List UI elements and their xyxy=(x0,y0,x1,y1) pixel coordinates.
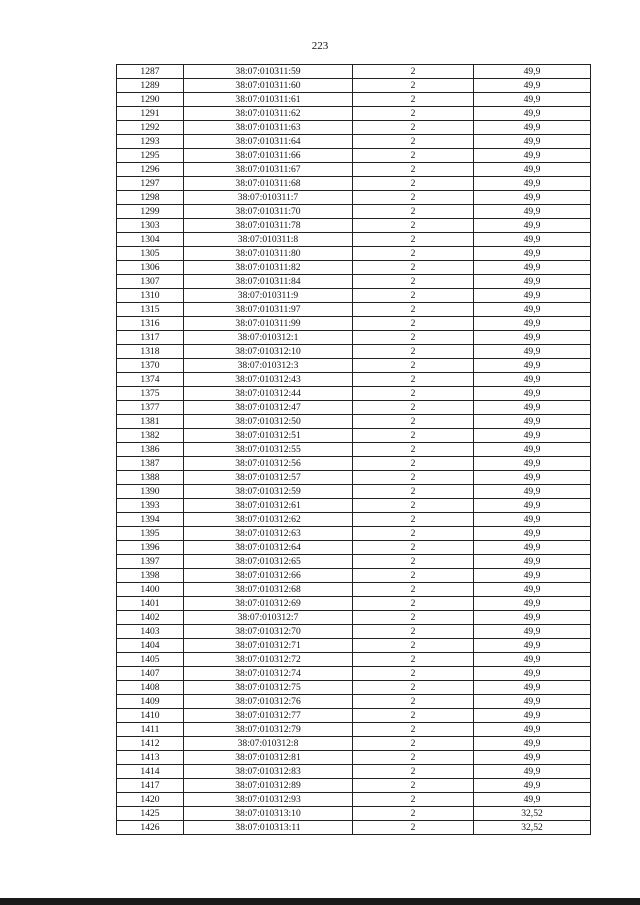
row-number-cell: 1426 xyxy=(117,821,184,835)
cadastral-number-cell: 38:07:010311:78 xyxy=(184,219,353,233)
row-number-cell: 1388 xyxy=(117,471,184,485)
share-cell: 2 xyxy=(353,387,474,401)
share-cell: 2 xyxy=(353,793,474,807)
share-cell: 2 xyxy=(353,513,474,527)
share-cell: 2 xyxy=(353,149,474,163)
share-cell: 2 xyxy=(353,275,474,289)
table-row xyxy=(117,149,591,163)
table-row xyxy=(117,723,591,737)
cadastral-number-cell: 38:07:010311:7 xyxy=(184,191,353,205)
share-cell: 2 xyxy=(353,289,474,303)
share-cell: 2 xyxy=(353,569,474,583)
cadastral-number-cell: 38:07:010311:67 xyxy=(184,163,353,177)
row-number-cell: 1289 xyxy=(117,79,184,93)
area-cell: 49,9 xyxy=(474,555,591,569)
cadastral-number-cell: 38:07:010313:10 xyxy=(184,807,353,821)
cadastral-number-cell: 38:07:010311:63 xyxy=(184,121,353,135)
share-cell: 2 xyxy=(353,79,474,93)
cadastral-number-cell: 38:07:010312:69 xyxy=(184,597,353,611)
share-cell: 2 xyxy=(353,93,474,107)
row-number-cell: 1304 xyxy=(117,233,184,247)
share-cell: 2 xyxy=(353,527,474,541)
table-row xyxy=(117,219,591,233)
row-number-cell: 1420 xyxy=(117,793,184,807)
cadastral-number-cell: 38:07:010311:99 xyxy=(184,317,353,331)
area-cell: 49,9 xyxy=(474,415,591,429)
area-cell: 49,9 xyxy=(474,93,591,107)
cadastral-number-cell: 38:07:010312:50 xyxy=(184,415,353,429)
row-number-cell: 1402 xyxy=(117,611,184,625)
area-cell: 49,9 xyxy=(474,751,591,765)
row-number-cell: 1370 xyxy=(117,359,184,373)
cadastral-number-cell: 38:07:010311:84 xyxy=(184,275,353,289)
share-cell: 2 xyxy=(353,541,474,555)
cadastral-number-cell: 38:07:010313:11 xyxy=(184,821,353,835)
row-number-cell: 1400 xyxy=(117,583,184,597)
area-cell: 49,9 xyxy=(474,387,591,401)
share-cell: 2 xyxy=(353,331,474,345)
area-cell: 49,9 xyxy=(474,723,591,737)
share-cell: 2 xyxy=(353,737,474,751)
area-cell: 49,9 xyxy=(474,317,591,331)
share-cell: 2 xyxy=(353,611,474,625)
share-cell: 2 xyxy=(353,261,474,275)
row-number-cell: 1393 xyxy=(117,499,184,513)
area-cell: 49,9 xyxy=(474,149,591,163)
row-number-cell: 1307 xyxy=(117,275,184,289)
cadastral-number-cell: 38:07:010312:55 xyxy=(184,443,353,457)
share-cell: 2 xyxy=(353,597,474,611)
cadastral-number-cell: 38:07:010312:89 xyxy=(184,779,353,793)
share-cell: 2 xyxy=(353,807,474,821)
cadastral-number-cell: 38:07:010312:63 xyxy=(184,527,353,541)
row-number-cell: 1299 xyxy=(117,205,184,219)
cadastral-number-cell: 38:07:010312:62 xyxy=(184,513,353,527)
area-cell: 49,9 xyxy=(474,625,591,639)
cadastral-number-cell: 38:07:010311:70 xyxy=(184,205,353,219)
share-cell: 2 xyxy=(353,499,474,513)
table-row xyxy=(117,317,591,331)
cadastral-number-cell: 38:07:010312:64 xyxy=(184,541,353,555)
table-row xyxy=(117,443,591,457)
table-row xyxy=(117,751,591,765)
table-row xyxy=(117,667,591,681)
row-number-cell: 1318 xyxy=(117,345,184,359)
area-cell: 49,9 xyxy=(474,527,591,541)
area-cell: 49,9 xyxy=(474,373,591,387)
cadastral-number-cell: 38:07:010312:65 xyxy=(184,555,353,569)
table-row xyxy=(117,653,591,667)
area-cell: 49,9 xyxy=(474,289,591,303)
row-number-cell: 1315 xyxy=(117,303,184,317)
cadastral-number-cell: 38:07:010312:74 xyxy=(184,667,353,681)
cadastral-number-cell: 38:07:010312:75 xyxy=(184,681,353,695)
row-number-cell: 1401 xyxy=(117,597,184,611)
share-cell: 2 xyxy=(353,765,474,779)
cadastral-number-cell: 38:07:010311:61 xyxy=(184,93,353,107)
area-cell: 49,9 xyxy=(474,639,591,653)
row-number-cell: 1407 xyxy=(117,667,184,681)
table-row xyxy=(117,485,591,499)
share-cell: 2 xyxy=(353,303,474,317)
table-row xyxy=(117,345,591,359)
cadastral-number-cell: 38:07:010312:71 xyxy=(184,639,353,653)
cadastral-number-cell: 38:07:010312:59 xyxy=(184,485,353,499)
cadastral-number-cell: 38:07:010312:72 xyxy=(184,653,353,667)
table-row xyxy=(117,639,591,653)
row-number-cell: 1404 xyxy=(117,639,184,653)
share-cell: 2 xyxy=(353,205,474,219)
table-row xyxy=(117,177,591,191)
area-cell: 49,9 xyxy=(474,107,591,121)
cadastral-number-cell: 38:07:010311:80 xyxy=(184,247,353,261)
area-cell: 49,9 xyxy=(474,667,591,681)
share-cell: 2 xyxy=(353,443,474,457)
share-cell: 2 xyxy=(353,555,474,569)
area-cell: 49,9 xyxy=(474,121,591,135)
table-row xyxy=(117,191,591,205)
share-cell: 2 xyxy=(353,429,474,443)
share-cell: 2 xyxy=(353,163,474,177)
table-row xyxy=(117,289,591,303)
area-cell: 32,52 xyxy=(474,821,591,835)
table-row xyxy=(117,527,591,541)
registry-table xyxy=(116,64,591,835)
cadastral-number-cell: 38:07:010312:1 xyxy=(184,331,353,345)
row-number-cell: 1397 xyxy=(117,555,184,569)
table-row xyxy=(117,93,591,107)
share-cell: 2 xyxy=(353,471,474,485)
area-cell: 49,9 xyxy=(474,737,591,751)
area-cell: 49,9 xyxy=(474,513,591,527)
area-cell: 49,9 xyxy=(474,261,591,275)
row-number-cell: 1295 xyxy=(117,149,184,163)
table-row xyxy=(117,275,591,289)
row-number-cell: 1382 xyxy=(117,429,184,443)
share-cell: 2 xyxy=(353,135,474,149)
table-row xyxy=(117,303,591,317)
table-row xyxy=(117,569,591,583)
share-cell: 2 xyxy=(353,345,474,359)
row-number-cell: 1374 xyxy=(117,373,184,387)
row-number-cell: 1306 xyxy=(117,261,184,275)
table-row xyxy=(117,681,591,695)
table-row xyxy=(117,415,591,429)
share-cell: 2 xyxy=(353,723,474,737)
table-row xyxy=(117,779,591,793)
cadastral-number-cell: 38:07:010312:68 xyxy=(184,583,353,597)
row-number-cell: 1403 xyxy=(117,625,184,639)
share-cell: 2 xyxy=(353,373,474,387)
table-row xyxy=(117,121,591,135)
area-cell: 49,9 xyxy=(474,597,591,611)
row-number-cell: 1412 xyxy=(117,737,184,751)
share-cell: 2 xyxy=(353,681,474,695)
cadastral-number-cell: 38:07:010312:10 xyxy=(184,345,353,359)
cadastral-number-cell: 38:07:010312:56 xyxy=(184,457,353,471)
cadastral-number-cell: 38:07:010311:64 xyxy=(184,135,353,149)
cadastral-number-cell: 38:07:010311:82 xyxy=(184,261,353,275)
row-number-cell: 1410 xyxy=(117,709,184,723)
table-row xyxy=(117,611,591,625)
table-row xyxy=(117,331,591,345)
row-number-cell: 1390 xyxy=(117,485,184,499)
row-number-cell: 1396 xyxy=(117,541,184,555)
table-row xyxy=(117,79,591,93)
share-cell: 2 xyxy=(353,401,474,415)
row-number-cell: 1310 xyxy=(117,289,184,303)
table-row xyxy=(117,541,591,555)
table-row xyxy=(117,807,591,821)
table-row xyxy=(117,401,591,415)
row-number-cell: 1305 xyxy=(117,247,184,261)
area-cell: 49,9 xyxy=(474,541,591,555)
table-row xyxy=(117,471,591,485)
area-cell: 49,9 xyxy=(474,779,591,793)
table-body xyxy=(117,65,591,835)
cadastral-number-cell: 38:07:010312:8 xyxy=(184,737,353,751)
share-cell: 2 xyxy=(353,821,474,835)
cadastral-number-cell: 38:07:010311:66 xyxy=(184,149,353,163)
row-number-cell: 1417 xyxy=(117,779,184,793)
table-row xyxy=(117,205,591,219)
cadastral-number-cell: 38:07:010312:57 xyxy=(184,471,353,485)
row-number-cell: 1395 xyxy=(117,527,184,541)
table-row xyxy=(117,821,591,835)
row-number-cell: 1297 xyxy=(117,177,184,191)
row-number-cell: 1290 xyxy=(117,93,184,107)
share-cell: 2 xyxy=(353,359,474,373)
area-cell: 49,9 xyxy=(474,583,591,597)
cadastral-number-cell: 38:07:010311:8 xyxy=(184,233,353,247)
table-row xyxy=(117,583,591,597)
area-cell: 49,9 xyxy=(474,331,591,345)
share-cell: 2 xyxy=(353,485,474,499)
area-cell: 49,9 xyxy=(474,135,591,149)
area-cell: 49,9 xyxy=(474,443,591,457)
row-number-cell: 1411 xyxy=(117,723,184,737)
table-row xyxy=(117,135,591,149)
share-cell: 2 xyxy=(353,653,474,667)
row-number-cell: 1413 xyxy=(117,751,184,765)
share-cell: 2 xyxy=(353,457,474,471)
cadastral-number-cell: 38:07:010312:3 xyxy=(184,359,353,373)
share-cell: 2 xyxy=(353,191,474,205)
table-row xyxy=(117,261,591,275)
area-cell: 49,9 xyxy=(474,695,591,709)
cadastral-number-cell: 38:07:010312:66 xyxy=(184,569,353,583)
area-cell: 49,9 xyxy=(474,471,591,485)
row-number-cell: 1414 xyxy=(117,765,184,779)
cadastral-number-cell: 38:07:010312:70 xyxy=(184,625,353,639)
row-number-cell: 1377 xyxy=(117,401,184,415)
area-cell: 49,9 xyxy=(474,653,591,667)
table-row xyxy=(117,429,591,443)
table-row xyxy=(117,765,591,779)
share-cell: 2 xyxy=(353,583,474,597)
share-cell: 2 xyxy=(353,709,474,723)
cadastral-number-cell: 38:07:010312:83 xyxy=(184,765,353,779)
cadastral-number-cell: 38:07:010312:47 xyxy=(184,401,353,415)
table-row xyxy=(117,233,591,247)
scan-bottom-edge xyxy=(0,898,640,905)
row-number-cell: 1405 xyxy=(117,653,184,667)
share-cell: 2 xyxy=(353,65,474,79)
cadastral-number-cell: 38:07:010312:79 xyxy=(184,723,353,737)
share-cell: 2 xyxy=(353,695,474,709)
cadastral-number-cell: 38:07:010312:81 xyxy=(184,751,353,765)
cadastral-number-cell: 38:07:010311:59 xyxy=(184,65,353,79)
cadastral-number-cell: 38:07:010312:7 xyxy=(184,611,353,625)
table-row xyxy=(117,373,591,387)
row-number-cell: 1409 xyxy=(117,695,184,709)
table-row xyxy=(117,513,591,527)
cadastral-number-cell: 38:07:010311:62 xyxy=(184,107,353,121)
area-cell: 49,9 xyxy=(474,303,591,317)
share-cell: 2 xyxy=(353,751,474,765)
cadastral-number-cell: 38:07:010312:77 xyxy=(184,709,353,723)
share-cell: 2 xyxy=(353,219,474,233)
share-cell: 2 xyxy=(353,233,474,247)
area-cell: 49,9 xyxy=(474,793,591,807)
row-number-cell: 1293 xyxy=(117,135,184,149)
area-cell: 49,9 xyxy=(474,569,591,583)
area-cell: 49,9 xyxy=(474,205,591,219)
row-number-cell: 1316 xyxy=(117,317,184,331)
area-cell: 49,9 xyxy=(474,345,591,359)
table-row xyxy=(117,107,591,121)
share-cell: 2 xyxy=(353,177,474,191)
row-number-cell: 1425 xyxy=(117,807,184,821)
area-cell: 49,9 xyxy=(474,499,591,513)
share-cell: 2 xyxy=(353,121,474,135)
table-row xyxy=(117,793,591,807)
table-row xyxy=(117,555,591,569)
cadastral-number-cell: 38:07:010312:44 xyxy=(184,387,353,401)
area-cell: 49,9 xyxy=(474,191,591,205)
table-row xyxy=(117,695,591,709)
table-row xyxy=(117,499,591,513)
table-row xyxy=(117,597,591,611)
row-number-cell: 1408 xyxy=(117,681,184,695)
share-cell: 2 xyxy=(353,317,474,331)
table-row xyxy=(117,387,591,401)
row-number-cell: 1296 xyxy=(117,163,184,177)
cadastral-number-cell: 38:07:010311:9 xyxy=(184,289,353,303)
table-row xyxy=(117,247,591,261)
row-number-cell: 1298 xyxy=(117,191,184,205)
share-cell: 2 xyxy=(353,625,474,639)
area-cell: 49,9 xyxy=(474,163,591,177)
cadastral-number-cell: 38:07:010312:43 xyxy=(184,373,353,387)
row-number-cell: 1394 xyxy=(117,513,184,527)
cadastral-number-cell: 38:07:010312:61 xyxy=(184,499,353,513)
cadastral-number-cell: 38:07:010311:68 xyxy=(184,177,353,191)
table-row xyxy=(117,65,591,79)
share-cell: 2 xyxy=(353,667,474,681)
area-cell: 49,9 xyxy=(474,681,591,695)
area-cell: 49,9 xyxy=(474,79,591,93)
cadastral-number-cell: 38:07:010311:97 xyxy=(184,303,353,317)
area-cell: 49,9 xyxy=(474,233,591,247)
table-row xyxy=(117,359,591,373)
row-number-cell: 1303 xyxy=(117,219,184,233)
share-cell: 2 xyxy=(353,779,474,793)
row-number-cell: 1317 xyxy=(117,331,184,345)
area-cell: 49,9 xyxy=(474,485,591,499)
table-row xyxy=(117,709,591,723)
table-row xyxy=(117,457,591,471)
row-number-cell: 1287 xyxy=(117,65,184,79)
area-cell: 49,9 xyxy=(474,709,591,723)
area-cell: 32,52 xyxy=(474,807,591,821)
cadastral-number-cell: 38:07:010312:51 xyxy=(184,429,353,443)
row-number-cell: 1381 xyxy=(117,415,184,429)
area-cell: 49,9 xyxy=(474,765,591,779)
area-cell: 49,9 xyxy=(474,275,591,289)
share-cell: 2 xyxy=(353,107,474,121)
page-number: 223 xyxy=(311,40,329,52)
row-number-cell: 1375 xyxy=(117,387,184,401)
area-cell: 49,9 xyxy=(474,219,591,233)
table-row xyxy=(117,737,591,751)
area-cell: 49,9 xyxy=(474,457,591,471)
share-cell: 2 xyxy=(353,639,474,653)
share-cell: 2 xyxy=(353,247,474,261)
row-number-cell: 1387 xyxy=(117,457,184,471)
table-row xyxy=(117,625,591,639)
area-cell: 49,9 xyxy=(474,65,591,79)
area-cell: 49,9 xyxy=(474,247,591,261)
share-cell: 2 xyxy=(353,415,474,429)
row-number-cell: 1292 xyxy=(117,121,184,135)
area-cell: 49,9 xyxy=(474,401,591,415)
row-number-cell: 1386 xyxy=(117,443,184,457)
area-cell: 49,9 xyxy=(474,429,591,443)
area-cell: 49,9 xyxy=(474,359,591,373)
cadastral-number-cell: 38:07:010312:76 xyxy=(184,695,353,709)
row-number-cell: 1291 xyxy=(117,107,184,121)
area-cell: 49,9 xyxy=(474,611,591,625)
row-number-cell: 1398 xyxy=(117,569,184,583)
area-cell: 49,9 xyxy=(474,177,591,191)
cadastral-number-cell: 38:07:010311:60 xyxy=(184,79,353,93)
table-row xyxy=(117,163,591,177)
cadastral-number-cell: 38:07:010312:93 xyxy=(184,793,353,807)
